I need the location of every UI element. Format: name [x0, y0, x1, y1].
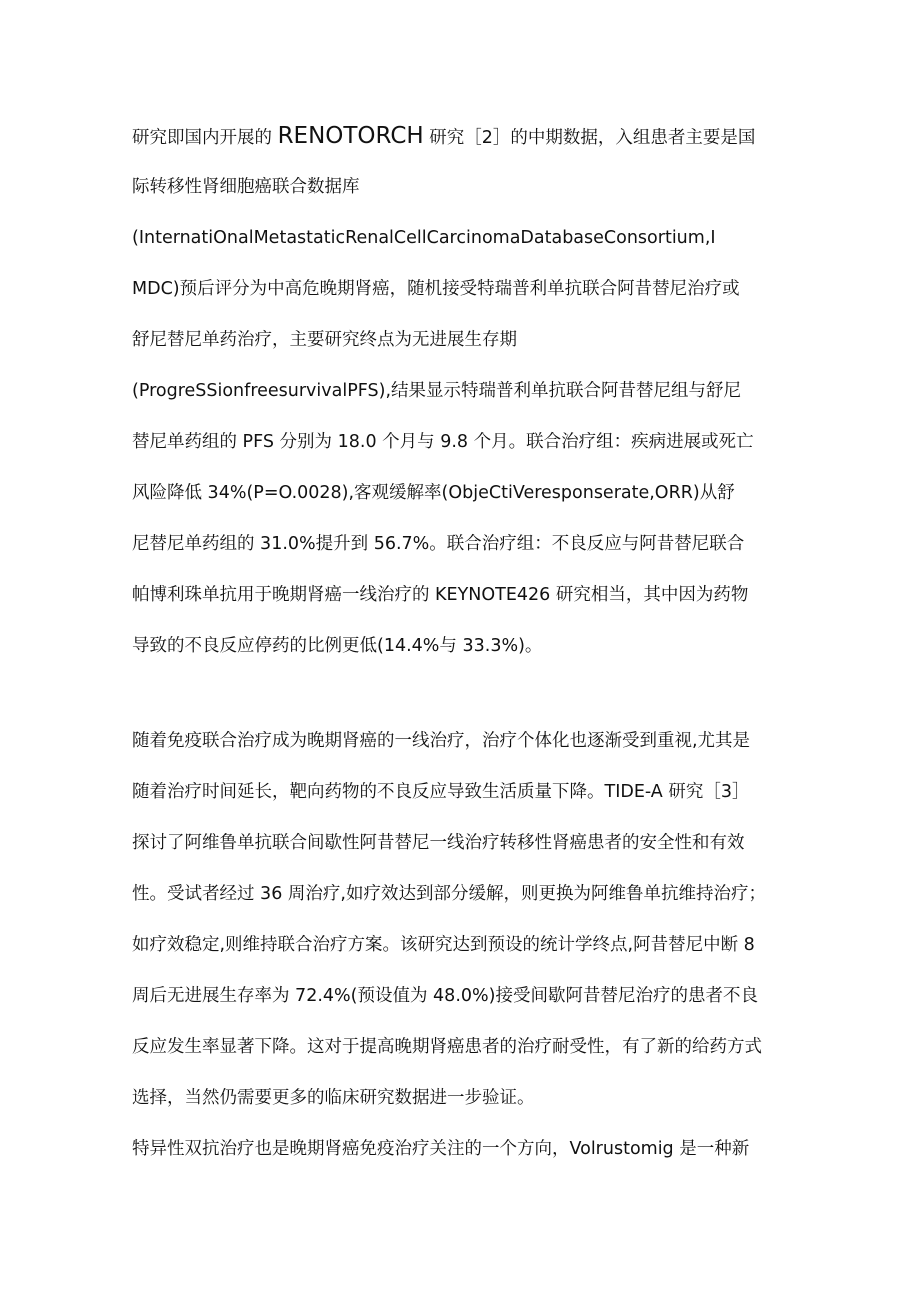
paragraph-2-line-1: 随着免疫联合治疗成为晚期肾癌的一线治疗，治疗个体化也逐渐受到重视,尤其是: [132, 731, 751, 751]
paragraph-1-line-2: 际转移性肾细胞癌联合数据库: [132, 177, 360, 197]
paragraph-1-line-3: (InternatiOnalMetastaticRenalCellCarcinomaDatabaseConsortium,I: [132, 228, 716, 248]
paragraph-1-line-5: 舒尼替尼单药治疗，主要研究终点为无进展生存期: [132, 330, 517, 350]
paragraph-2-line-2: 随着治疗时间延长，靶向药物的不良反应导致生活质量下降。TIDE-A 研究［3］: [132, 782, 750, 802]
paragraph-1-line-4: MDC)预后评分为中高危晚期肾癌，随机接受特瑞普利单抗联合阿昔替尼治疗或: [132, 279, 740, 299]
renotorch-term: RENOTORCH: [277, 123, 424, 149]
paragraph-1-line-6: (ProgreSSionfreesurvivalPFS),结果显示特瑞普利单抗联合阿昔替尼组与舒尼: [132, 381, 742, 401]
paragraph-1-line-7: 替尼单药组的 PFS 分别为 18.0 个月与 9.8 个月。联合治疗组：疾病进展或死亡: [132, 432, 754, 452]
paragraph-2-line-8: 选择，当然仍需要更多的临床研究数据进一步验证。: [132, 1088, 535, 1108]
paragraph-1-line-9: 尼替尼单药组的 31.0%提升到 56.7%。联合治疗组：不良反应与阿昔替尼联合: [132, 534, 745, 554]
text-run: 研究［2］的中期数据，入组患者主要是国: [423, 128, 756, 148]
paragraph-2-line-4: 性。受试者经过 36 周治疗,如疗效达到部分缓解，则更换为阿维鲁单抗维持治疗；: [132, 884, 766, 904]
paragraph-1-line-1: [132, 124, 755, 150]
paragraph-2-line-5: 如疗效稳定,则维持联合治疗方案。该研究达到预设的统计学终点,阿昔替尼中断 8: [132, 935, 755, 955]
paragraph-2-line-7: 反应发生率显著下降。这对于提高晚期肾癌患者的治疗耐受性，有了新的给药方式: [132, 1037, 762, 1057]
paragraph-3-line-1: 特异性双抗治疗也是晚期肾癌免疫治疗关注的一个方向，Volrustomig 是一种新: [132, 1139, 750, 1159]
paragraph-1-line-11: 导致的不良反应停药的比例更低(14.4%与 33.3%)。: [132, 636, 543, 656]
paragraph-2-line-6: 周后无进展生存率为 72.4%(预设值为 48.0%)接受间歇阿昔替尼治疗的患者不良: [132, 986, 758, 1006]
paragraph-1-line-8: 风险降低 34%(P=O.0028),客观缓解率(ObjeCtiVeresponserate,ORR)从舒: [132, 483, 735, 503]
text-run: 研究即国内开展的: [132, 128, 278, 148]
paragraph-1-line-10: 帕博利珠单抗用于晚期肾癌一线治疗的 KEYNOTE426 研究相当，其中因为药物: [132, 585, 749, 605]
paragraph-2-line-3: 探讨了阿维鲁单抗联合间歇性阿昔替尼一线治疗转移性肾癌患者的安全性和有效: [132, 833, 745, 853]
